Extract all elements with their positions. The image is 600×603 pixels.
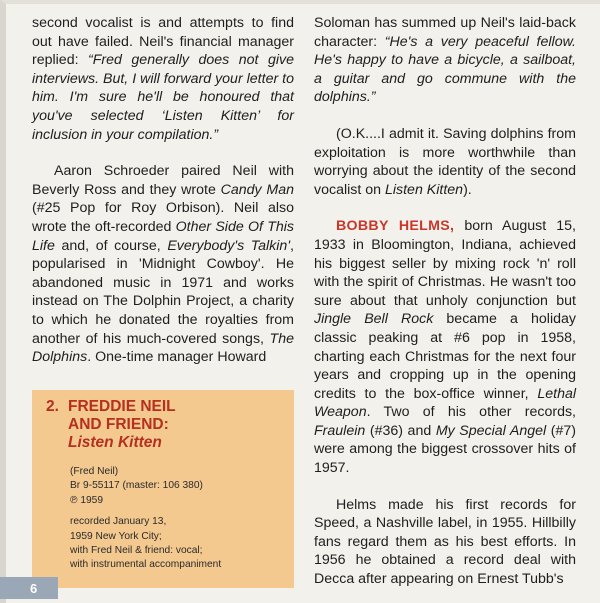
track-artist-line2: AND FRIEND: <box>68 416 169 433</box>
right-column <box>314 14 576 589</box>
track-info-box <box>32 390 294 588</box>
track-title: Listen Kitten <box>68 434 162 451</box>
page-number-tab <box>0 577 58 599</box>
right-paragraph-1: Soloman has summed up Neil's laid-back character: “He's a very peaceful fellow. He's happy to have a bicycle, a sailboat, a guitar and go commune with the dolphins.” <box>314 15 576 106</box>
left-paragraph-1: second vocalist is and attempts to find out have failed. Neil's financial manager replied: “Fred generally does not give interviews. But, I will forward your letter to him. I'm sure he'll be honoured that you've selected ‘Listen Kitten’ for inclusion in your compilation.” <box>32 15 294 143</box>
phonogram-year: ℗ 1959 <box>70 494 103 506</box>
right-paragraph-3: BOBBY HELMS, born August 15, 1933 in Bloomington, Indiana, achieved his biggest seller by mixing rock 'n' roll with the spirit of Christmas. He wasn't too sure about that unholy conjunction but Jingle Bell Rock became a holiday classic peaking at #6 pop in 1958, charting each Christmas for the next four years and cropping up in the opening credits to the box-office winner, Lethal Weapon. Two of his other records, Fraulein (#36) and My Special Angel (#7) were among the biggest crossover hits of 1957. <box>314 218 576 477</box>
track-artist-line1: FREDDIE NEIL <box>68 398 176 415</box>
track-details <box>70 465 285 573</box>
accompaniment: with instrumental accompaniment <box>70 559 222 571</box>
track-number: 2. <box>46 398 59 415</box>
artist-name-bobby-helms: BOBBY HELMS, <box>336 218 455 235</box>
left-column <box>32 14 294 367</box>
right-paragraph-4: Helms made his first records for Speed, a Nashville label, in 1955. Hillbilly fans regard them as his best efforts. In 1956 he obtained a record deal with Decca after appearing on Ernest Tubb's <box>314 496 576 588</box>
left-paragraph-2: Aaron Schroeder paired Neil with Beverly Ross and they wrote Candy Man (#25 Pop for Roy Orbison). Neil also wrote the oft-recorded Other Side Of This Life and, of course, Everybody's Talkin', popularised in 'Midnight Cowboy'. He abandoned music in 1971 and works instead on The Dolphin Project, a charity to which he donated the royalties from another of his much-covered songs, The Dolphins. One-time manager Howard <box>32 163 294 366</box>
personnel: with Fred Neil & friend: vocal; <box>70 545 203 557</box>
right-paragraph-2: (O.K....I admit it. Saving dolphins from exploitation is more worthwhile than worrying about the identity of the second vocalist on Listen Kitten). <box>314 125 576 198</box>
page-number: 6 <box>30 581 38 596</box>
songwriter: (Fred Neil) <box>70 466 119 477</box>
recording-date: recorded January 13, <box>70 516 167 528</box>
recording-place: 1959 New York City; <box>70 530 162 542</box>
catalog-number: Br 9-55117 (master: 106 380) <box>70 480 203 492</box>
track-heading <box>46 398 286 452</box>
